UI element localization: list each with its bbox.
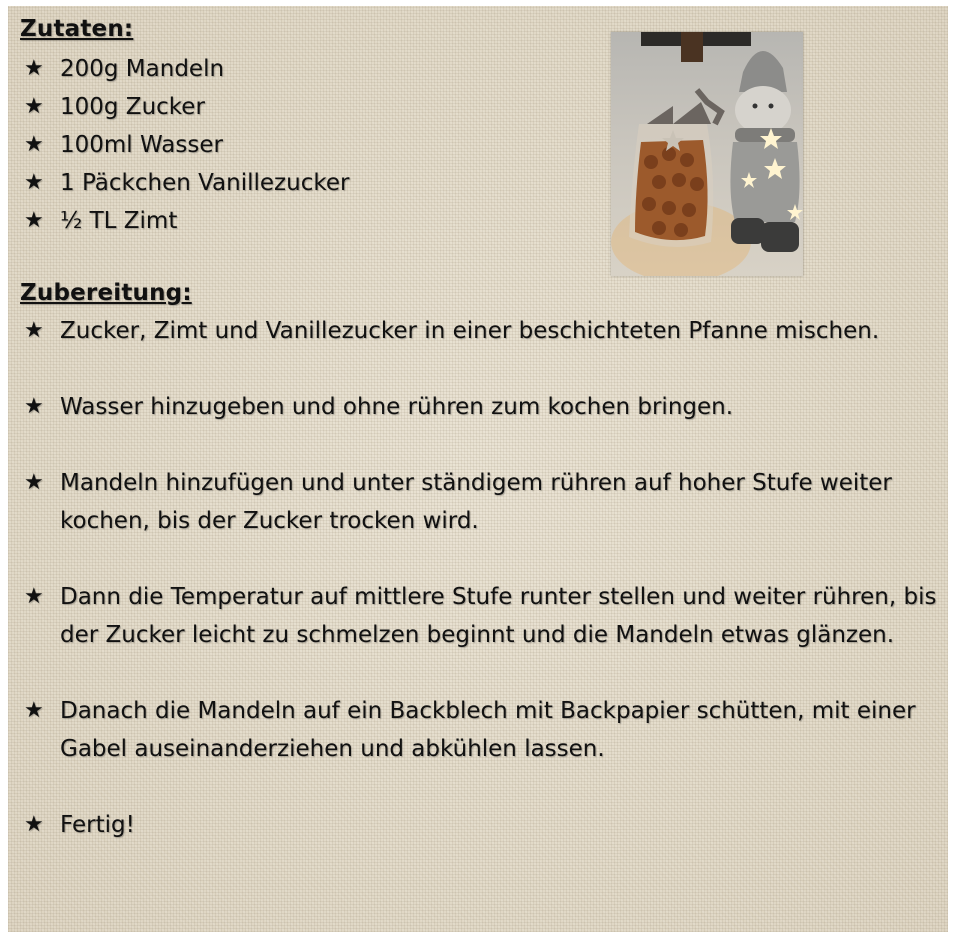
step-text: Zucker, Zimt und Vanillezucker in einer beschichteten Pfanne mischen. (60, 318, 880, 344)
star-icon: ★ (24, 132, 44, 157)
star-icon: ★ (24, 584, 44, 609)
star-icon: ★ (24, 470, 44, 495)
ingredient-text: 1 Päckchen Vanillezucker (60, 170, 350, 196)
star-icon: ★ (24, 170, 44, 195)
star-icon: ★ (24, 394, 44, 419)
ingredient-text: 100ml Wasser (60, 132, 223, 158)
ingredient-item (20, 50, 620, 88)
star-icon: ★ (24, 698, 44, 723)
ingredient-text: 200g Mandeln (60, 56, 225, 82)
step-text: Danach die Mandeln auf ein Backblech mit Backpapier schütten, mit einer Gabel auseinanderziehen und abkühlen lassen. (60, 698, 916, 762)
ingredients-list (20, 50, 620, 240)
preparation-steps (20, 312, 940, 844)
step-text: Dann die Temperatur auf mittlere Stufe runter stellen und weiter rühren, bis der Zucker leicht zu schmelzen beginnt und die Mandeln etwas glänzen. (60, 584, 937, 648)
ingredient-item (20, 202, 620, 240)
step-text: Mandeln hinzufügen und unter ständigem rühren auf hoher Stufe weiter kochen, bis der Zucker trocken wird. (60, 470, 892, 534)
step-item (20, 388, 940, 426)
ingredient-item (20, 88, 620, 126)
step-item (20, 312, 940, 350)
ingredient-text: 100g Zucker (60, 94, 205, 120)
photo-illustration (611, 32, 803, 276)
star-icon: ★ (24, 56, 44, 81)
ingredient-item (20, 164, 620, 202)
ingredient-item (20, 126, 620, 164)
star-icon: ★ (24, 94, 44, 119)
recipe-photo (611, 32, 803, 276)
step-text: Wasser hinzugeben und ohne rühren zum kochen bringen. (60, 394, 734, 420)
star-icon: ★ (24, 318, 44, 343)
ingredients-heading: Zutaten: (20, 16, 134, 42)
star-icon: ★ (24, 208, 44, 233)
step-text: Fertig! (60, 812, 135, 838)
ingredient-text: ½ TL Zimt (60, 208, 178, 234)
star-icon: ★ (24, 812, 44, 837)
preparation-heading: Zubereitung: (20, 280, 192, 306)
step-item (20, 578, 940, 654)
recipe-card (8, 6, 948, 932)
step-item (20, 806, 940, 844)
step-item (20, 464, 940, 540)
step-item (20, 692, 940, 768)
